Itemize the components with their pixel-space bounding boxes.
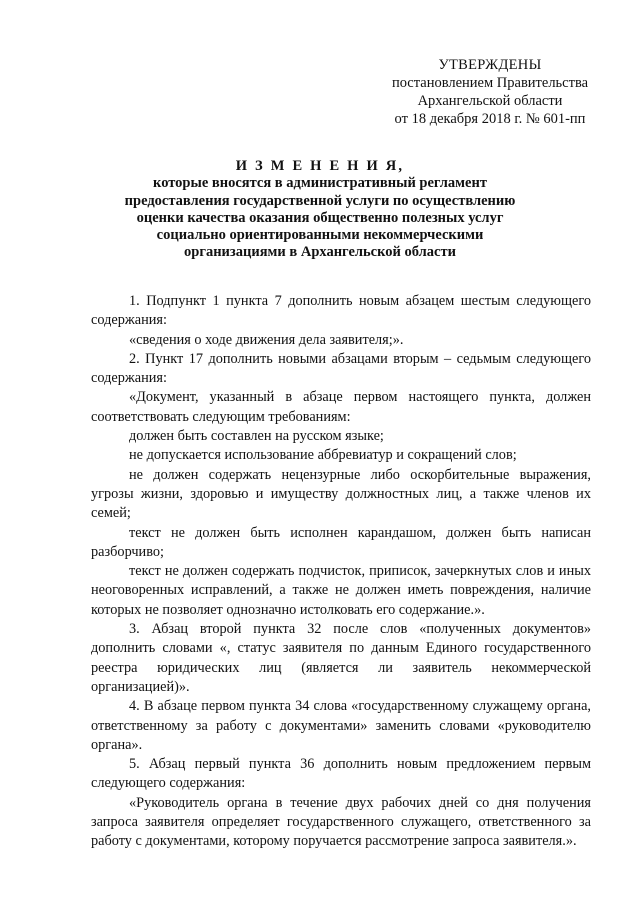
approval-heading: УТВЕРЖДЕНЫ [438, 57, 542, 73]
paragraph-quote: «Документ, указанный в абзаце первом настоящего пункта, должен соответствовать следующим требованиям: [91, 389, 591, 425]
title-line: которые вносятся в административный регламент [153, 175, 487, 192]
paragraph-item-3: 3. Абзац второй пункта 32 после слов «полученных документов» дополнить словами «, статус заявителя по данным Единого государственного реестра юридических лиц (является ли заявитель некоммерческой организацией)». [91, 621, 591, 695]
paragraph-requirement: не допускается использование аббревиатур и сокращений слов; [129, 447, 517, 464]
paragraph-requirement: текст не должен содержать подчисток, приписок, зачеркнутых слов и иных неоговоренных исправлений, а также не должен иметь повреждения, наличие которых не позволяет однозначно истолковать его содержание.». [91, 563, 591, 618]
paragraph-requirement: текст не должен быть исполнен карандашом, должен быть написан разборчиво; [91, 524, 591, 560]
paragraph-item-4: 4. В абзаце первом пункта 34 слова «государственному служащему органа, ответственному за работу с документами» заменить словами «руководителю органа». [91, 698, 591, 753]
title-heading: И З М Е Н Е Н И Я, [235, 158, 405, 174]
title-line: социально ориентированными некоммерческими [156, 227, 484, 244]
paragraph-item-2: 2. Пункт 17 дополнить новыми абзацами вторым – седьмым следующего содержания: [91, 350, 591, 387]
paragraph-requirement: не должен содержать нецензурные либо оскорбительные выражения, угрозы жизни, здоровью и имуществу должностных лиц, а также членов их семей; [91, 466, 591, 522]
approval-authority: постановлением Правительства [391, 75, 589, 91]
approval-date-number: от 18 декабря 2018 г. № 601-пп [394, 111, 586, 127]
paragraph-item-1: 1. Подпункт 1 пункта 7 дополнить новым абзацем шестым следующего содержания: [91, 293, 591, 329]
document-body [91, 292, 591, 852]
title-line: предоставления государственной услуги по осуществлению [124, 192, 516, 209]
title-line: организациями в Архангельской области [184, 244, 456, 261]
paragraph-quote: «Руководитель органа в течение двух рабочих дней со дня получения запроса заявителя определяет государственного служащего, ответственного за работу с документами, которому поручается рассмотрение запроса заявителя.». [91, 794, 591, 850]
paragraph-requirement: должен быть составлен на русском языке; [129, 428, 384, 445]
approval-region: Архангельской области [417, 93, 563, 109]
paragraph-item-5: 5. Абзац первый пункта 36 дополнить новым предложением первым следующего содержания: [91, 756, 591, 792]
approval-block [360, 56, 620, 128]
paragraph-quote: «сведения о ходе движения дела заявителя;». [129, 331, 404, 348]
title-line: оценки качества оказания общественно полезных услуг [136, 209, 504, 226]
document-title [80, 158, 560, 262]
